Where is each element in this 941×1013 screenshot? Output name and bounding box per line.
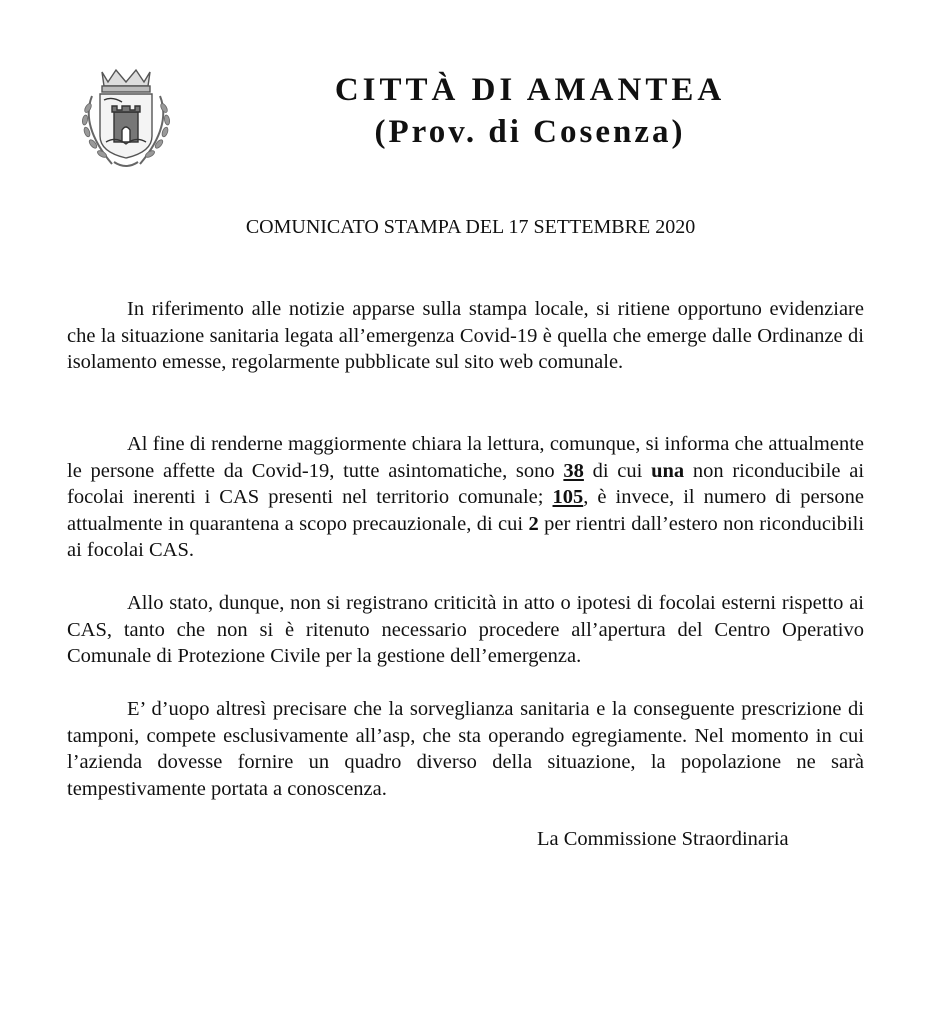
paragraph-2-text-e: per rientri dall’estero non riconducibili ai focolai CAS.: [67, 512, 865, 561]
paragraph-2-text-a: Al fine di renderne maggiormente chiara la lettura, comunque, si informa che attualmente le persone affette da Covid-19, tutte asintomatiche, sono: [67, 433, 864, 482]
municipal-crest-icon: [72, 66, 180, 172]
quarantine-count: 105: [552, 486, 584, 508]
one-case-word: una: [651, 459, 685, 482]
positive-count: 38: [563, 459, 584, 482]
paragraph-2-text-d: , è invece, il numero di persone attualmente in quarantena a scopo precauzionale, di cui: [67, 486, 864, 535]
paragraph-4: [67, 696, 864, 802]
paragraph-4-text: E’ d’uopo altresì precisare che la sorveglianza sanitaria e la conseguente prescrizione di tamponi, compete esclusivamente all’asp, che sta operando egregiamente. Nel momento in cui l’azienda dovesse fornire un quadro diverso della situazione, la popolazione ne sarà tempestivamente portata a conoscenza.: [67, 698, 864, 800]
paragraph-3-text: Allo stato, dunque, non si registrano criticità in atto o ipotesi di focolai esterni rispetto ai CAS, tanto che non si è ritenuto necessario procedere all’apertura del Centro Operativo Comunale di Protezione Civile per la gestione dell’emergenza.: [67, 592, 864, 667]
press-release-title: COMUNICATO STAMPA DEL 17 SETTEMBRE 2020: [245, 216, 696, 238]
paragraph-2: [67, 431, 864, 564]
paragraph-2-text-c: non riconducibile ai focolai inerenti i CAS presenti nel territorio comunale;: [67, 459, 865, 508]
city-title: CITTÀ DI AMANTEA: [334, 72, 726, 108]
signature: La Commissione Straordinaria: [537, 828, 789, 850]
paragraph-1-text: In riferimento alle notizie apparse sulla stampa locale, si ritiene opportuno evidenziare che la situazione sanitaria legata all’emergenza Covid-19 è quella che emerge dalle Ordinanze di isolamento emesse, regolarmente pubblicate sul sito web comunale.: [67, 298, 864, 373]
paragraph-2-text-b: di cui: [592, 459, 643, 482]
abroad-count: 2: [528, 512, 539, 535]
paragraph-1: [67, 296, 864, 376]
paragraph-3: [67, 590, 864, 670]
province-subtitle: (Prov. di Cosenza): [374, 114, 686, 150]
